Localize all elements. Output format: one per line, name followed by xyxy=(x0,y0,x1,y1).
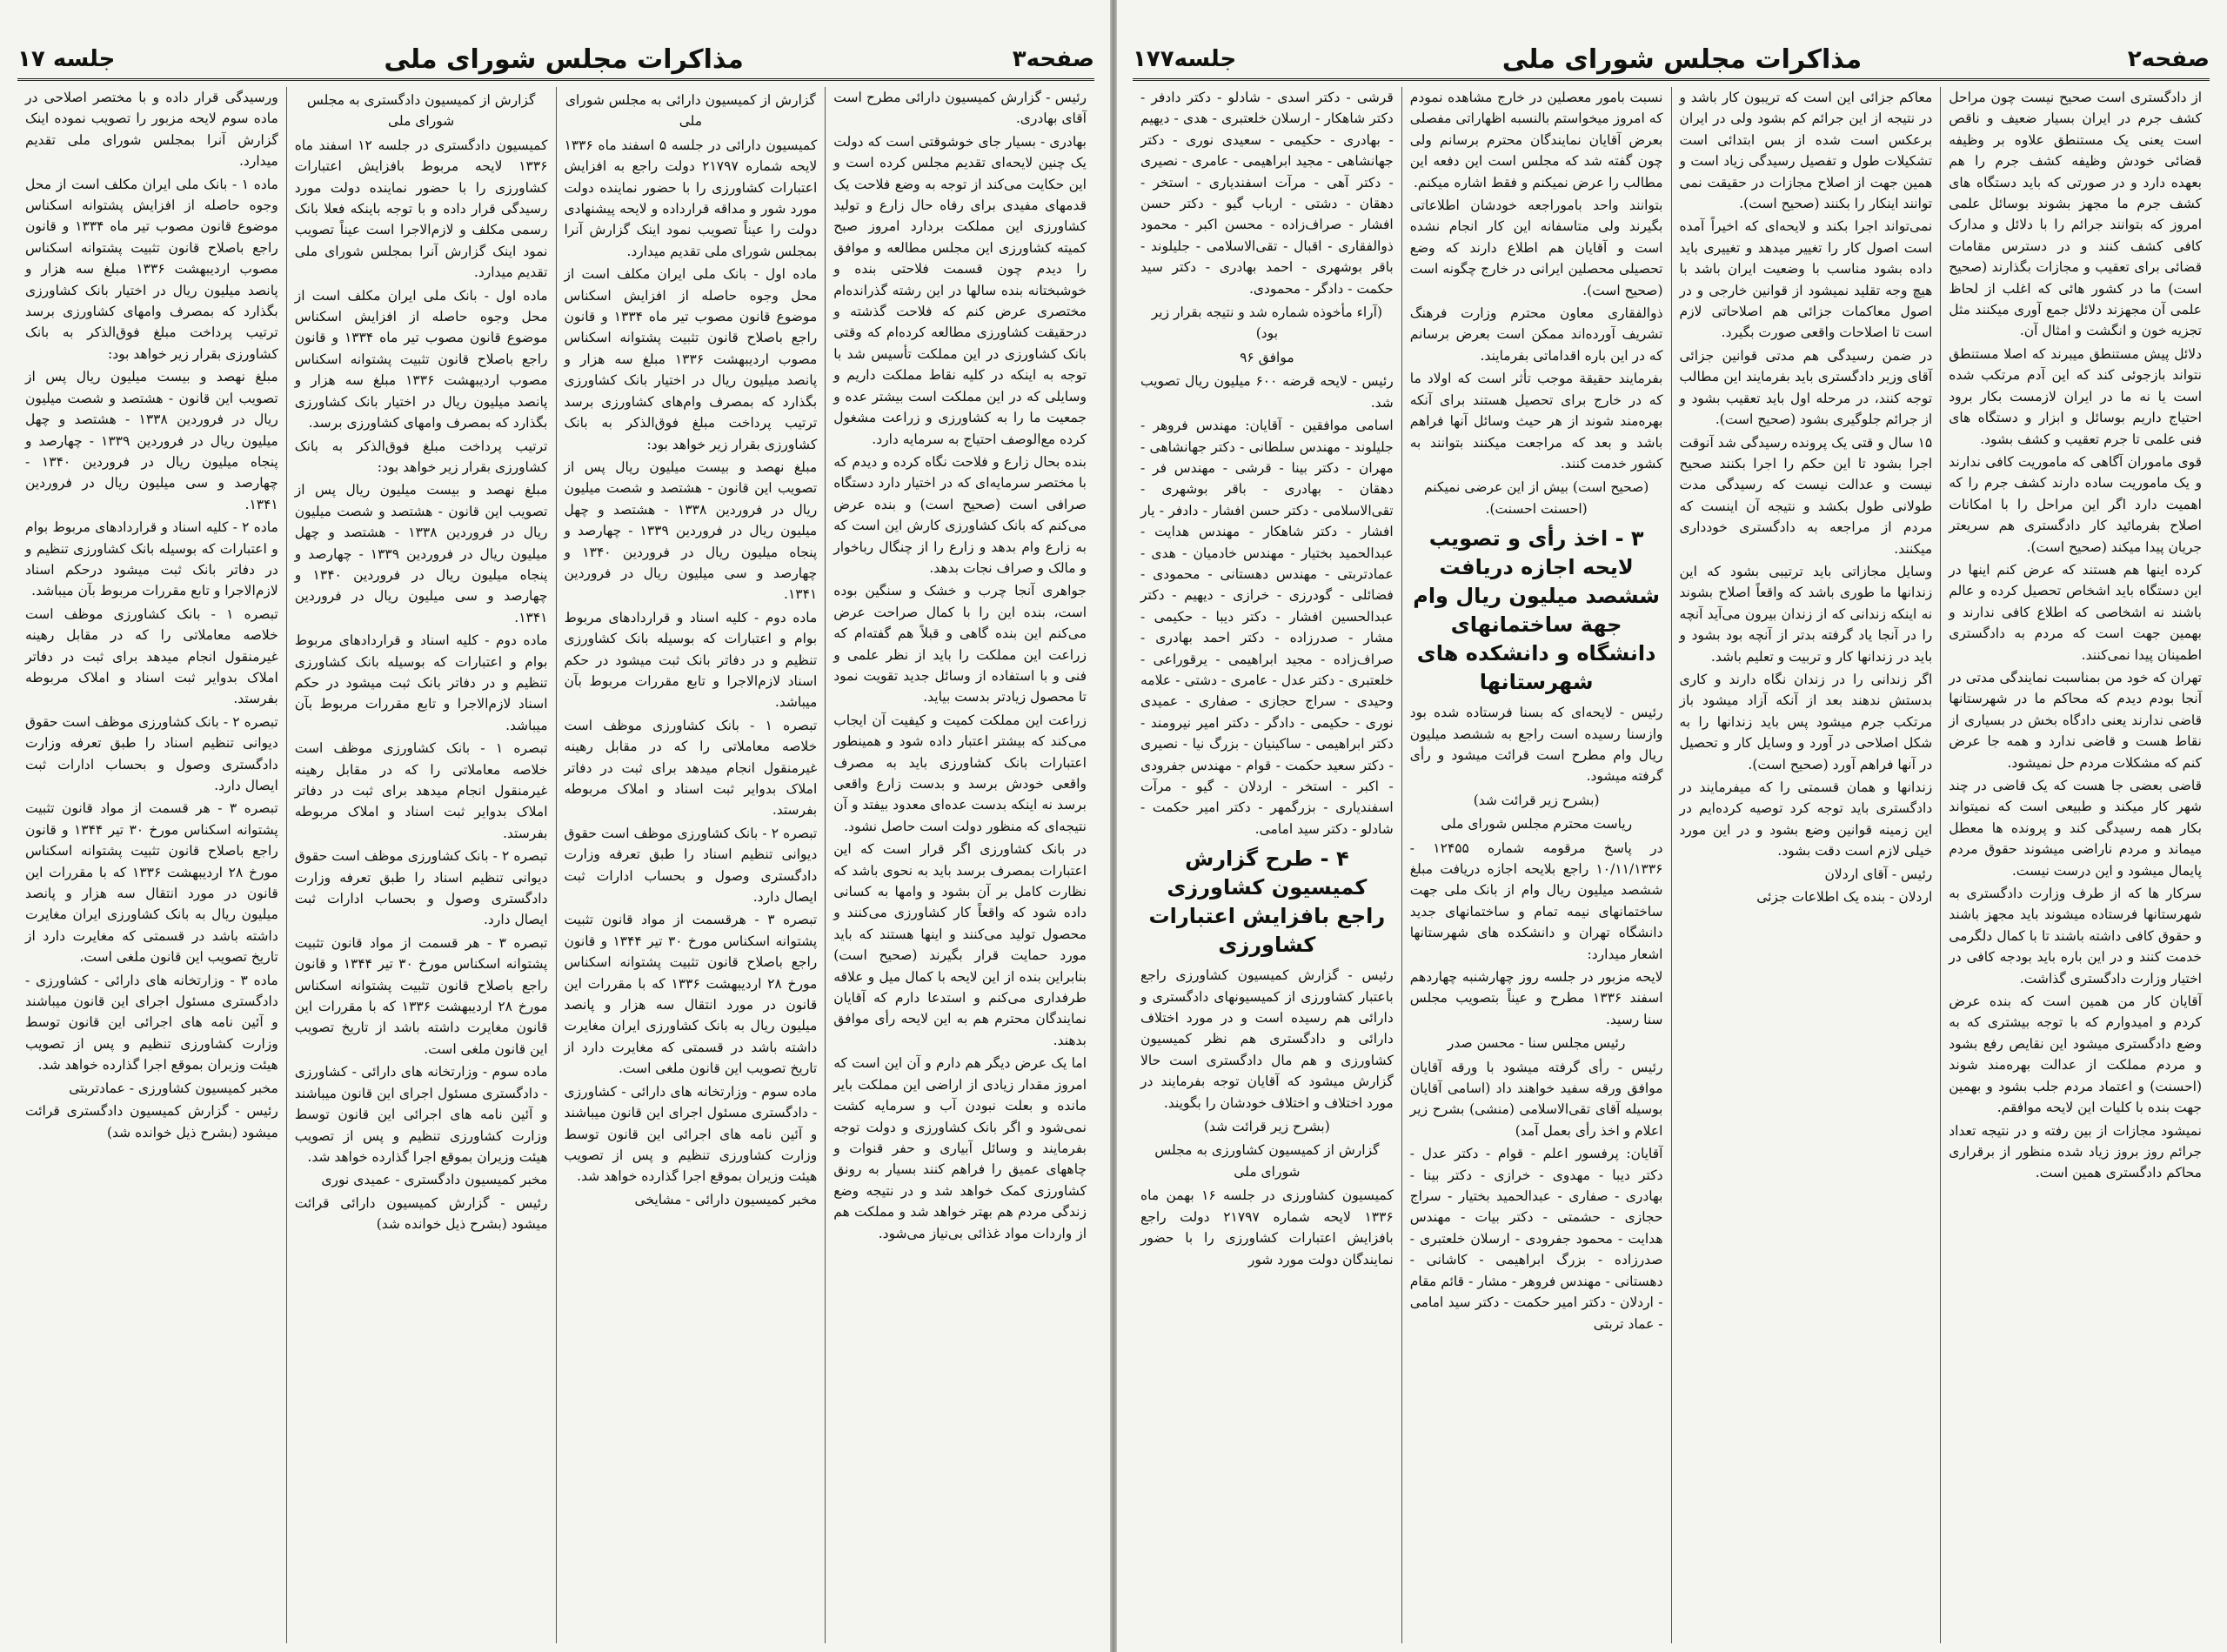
paragraph: معاکم جزائی این است که تریبون کار باشد و در نتیجه از این جرائم کم بشود ولی در ایران برعکس است شده از بس ابتدائی است تشکیلات طول و تفصیل رسیدگی زیاد است و همین جهت از اصلاح مجازات در حقیقت نمی توانند اینکار را بکنند (صحیح است). xyxy=(1679,90,1933,212)
paragraph: کمیسیون دادگستری در جلسه ۱۲ اسفند ماه ۱۳۳۶ لایحه مربوط بافزایش اعتبارات کشاورزی را با حضور نماینده دولت مورد رسیدگی قرار داده و با توجه باینکه فعلا بانک رسمی مکلف و لازم‌الاجرا است عیناً تصویب نمود اینک گزارش آنرا بمجلس شورای ملی تقدیم میدارد. xyxy=(294,137,548,281)
paragraph: در پاسخ مرقومه شماره ۱۲۴۵۵ - ۱۰/۱۱/۱۳۳۶ راجع بلایحه اجازه دریافت مبلغ ششصد میلیون ریال وام از بانک ملی جهت ساختمانهای نیمه تمام و ساختمانهای جدید دانشگاه تهران و دانشکده های شهرستانها اشعار میدارد: xyxy=(1409,839,1663,962)
text-column xyxy=(17,87,286,1643)
centered-note: گزارش از کمیسیون دارائی به مجلس شورای ملی xyxy=(565,92,816,130)
paragraph: تبصره ۲ - بانک کشاورزی موظف است حقوق دیوانی تنظیم اسناد را طبق تعرفه وزارت دادگستری وصول و بحساب ادارات ثبت ایصال دارد. xyxy=(564,825,818,906)
paragraph: رئیس - گزارش کمیسیون دادگستری قرائت میشود (بشرح ذیل خوانده شد) xyxy=(25,1103,278,1140)
paragraph: ۱۵ سال و قتی یک پرونده رسیدگی شد آنوقت اجرا بشود تا این حکم را اجرا بکنند صحیح نیست و عدالت نیست که رسیدگی مدت طولانی طول بکشد و نتیجه آن اینست که مردم از مراجعه به دادگستری خودداری میکنند. xyxy=(1679,434,1933,557)
paragraph: آقایان کار من همین است که بنده عرض کردم و امیدوارم که با توجه بیشتری که به وضع دادگستری میشود این نقایص رفع بشود و مردم مملکت از عدالت بهره‌مند شوند (احسنت) و اعتماد مردم جلب بشود و بهمین جهت بنده با کلیات این لایحه موافقم. xyxy=(1949,993,2202,1116)
left-page-header xyxy=(17,40,1094,81)
text-column xyxy=(556,87,826,1643)
paragraph: لایحه مزبور در جلسه روز چهارشنبه چهاردهم اسفند ۱۳۳۶ مطرح و عیناً بتصویب مجلس سنا رسید. xyxy=(1409,969,1663,1027)
paragraph: مبلغ نهصد و بیست میلیون ریال پس از تصویب این قانون - هشتصد و شصت میلیون ریال در فروردین ۱۳۳۸ - هشتصد و چهل میلیون ریال در فروردین ۱۳۳۹ - چهارصد و پنجاه میلیون ریال در فروردین ۱۳۴۰ و چهارصد و سی میلیون ریال در فروردین ۱۳۴۱. xyxy=(294,482,548,625)
centered-note: گزارش از کمیسیون دادگستری به مجلس شورای ملی xyxy=(306,92,536,130)
paragraph: تبصره ۱ - بانک کشاورزی موظف است خلاصه معاملاتی را که در مقابل رهینه غیرمنقول انجام میدهد برای ثبت در دفاتر املاک بدوایر ثبت اسناد و املاک مربوطه بفرستد. xyxy=(564,717,818,819)
paragraph: اردلان - بنده یک اطلاعات جزئی xyxy=(1756,889,1933,906)
paragraph: بفرمایند حقیقة موجب تأثر است که اولاد ما که در خارج برای تحصیل هستند برای آنکه بهره‌مند شوند از هر حیث وسائل آنها فراهم باشد و بعد که مراجعت میکنند بتوانند به کشور خدمت کنند. xyxy=(1409,371,1663,472)
paragraph: بتوانند واحد باموراجعه خودشان اطلاعاتی بگیرند ولی متاسفانه این کار انجام نشده است و آقایان هم اطلاع دارند که وضع تحصیلی محصلین ایرانی در خارج چگونه است (صحیح است). xyxy=(1409,197,1663,298)
paragraph: تبصره ۱ - بانک کشاورزی موظف است خلاصه معاملاتی را که در مقابل رهینه غیرمنقول انجام میدهد برای ثبت در دفاتر املاک بدوایر ثبت اسناد و املاک مربوطه بفرستد. xyxy=(294,740,548,841)
section-heading: ۴ - طرح گزارش کمیسیون کشاورزی راجع بافزایش اعتبارات کشاورزی xyxy=(1148,846,1386,958)
right-page-columns xyxy=(1133,87,2210,1643)
paragraph: تبصره ۲ - بانک کشاورزی موظف است حقوق دیوانی تنظیم اسناد را طبق تعرفه وزارت دادگستری وصول و بحساب ادارات ثبت ایصال دارد. xyxy=(25,713,278,793)
text-column xyxy=(286,87,556,1643)
right-page-header xyxy=(1133,40,2210,81)
paragraph: کرده اینها هم هستند که عرض کنم اینها در این دستگاه باید اشخاص تحصیل کرده و عالم باشند نه اشخاصی که اطلاع کافی ندارند و بهمین جهت است که مردم به دادگستری اطمینان پیدا نمی‌کنند. xyxy=(1949,561,2202,663)
text-column xyxy=(1133,87,1401,1643)
paragraph: رئیس - گزارش کمیسیون دارائی مطرح است آقای بهادری. xyxy=(833,90,1087,127)
paragraph: اسامی موافقین - آقایان: مهندس فروهر - جلیلوند - مهندس سلطانی - دکتر جهانشاهی - مهران - دکتر بینا - قرشی - مهندس فر - دهقان - بهادری - باقر بوشهری - تقی‌الاسلامی - دکتر حسن افشار - دادفر - یار افشار - دکتر شاهکار - مهندس هدایت - عبدالحمید بختیار - مهندس خادمیان - هدی - عمادتربتی - مهندس دهستانی - محمودی - فضائلی - گودرزی - خرازی - دیهیم - دکتر عبدالحسین افشار - دکتر دیبا - حکیمی - مشار - صدرزاده - دکتر احمد بهادری - صراف‌زاده - مجید ابراهیمی - یرقوراعی - خلعتبری - دکتر عدل - عامری - دشتی - علامه وحیدی - سراج حجازی - صفاری - عمیدی نوری - حکیمی - دادگر - دکتر امیر نیرومند - دکتر ابراهیمی - ساکینیان - بزرگ نیا - نصیری - دکتر سعید حکمت - قوام - مهندس جفرودی - اکبر - استخر - اردلان - گیو - مرآت اسفندیاری - بزرگمهر - دکتر امیر حکمت - شادلو - دکتر سید امامی. xyxy=(1140,418,1394,837)
paragraph: ماده اول - بانک ملی ایران مکلف است از محل وجوه حاصله از افزایش اسکناس موضوع قانون مصوب تیر ماه ۱۳۳۴ و قانون راجع باصلاح قانون تثبیت پشتوانه اسکناس مصوب اردیبهشت ۱۳۳۶ مبلغ سه هزار و پانصد میلیون ریال در اختیار بانک کشاورزی بگذارد که بمصرف وامهای کشاورزی برسد. xyxy=(294,287,548,431)
paragraph: جواهری آنجا چرب و خشک و سنگین بوده است، بنده این را با کمال صراحت عرض می‌کنم این بنده گاهی و قبلاً هم گفته‌ام که زراعت این مملکت را باید از نظر علمی و فنی و با استفاده از وسائل جدید تقویت نمود تا محصول زیادتر بدست بیاید. xyxy=(833,583,1087,706)
paragraph: ماده ۲ - کلیه اسناد و قراردادهای مربوط بوام و اعتبارات که بوسیله بانک کشاورزی تنظیم و در دفاتر بانک ثبت میشود درحکم اسناد لازم‌الاجرا و تابع مقررات مربوط بآن میباشد. xyxy=(25,519,278,599)
left-page-number: صفحه۳ xyxy=(1012,46,1094,72)
left-page-title: مذاکرات مجلس شورای ملی xyxy=(384,43,744,75)
paragraph: قوی ماموران آگاهی که ماموریت کافی ندارند و یک ماموریت ساده دارند کشف جرم را که اهمیت دارد اگر این مراحل را با امکانات اصلاح بفرمائید کار دادگستری هم سریعتر جریان پیدا میکند (صحیح است). xyxy=(1949,453,2202,555)
centered-note: (صحیح است) بیش از این عرضی نمیکنم (احسنت احسنت). xyxy=(1423,479,1649,517)
paragraph: مبلغ نهصد و بیست میلیون ریال پس از تصویب این قانون - هشتصد و شصت میلیون ریال در فروردین ۱۳۳۸ - هشتصد و چهل میلیون ریال در فروردین ۱۳۳۹ - چهارصد و پنجاه میلیون ریال در فروردین ۱۳۴۰ - چهارصد و سی میلیون ریال در فروردین ۱۳۴۱. xyxy=(25,369,278,512)
centered-note: (بشرح زیر قرائت شد) xyxy=(1203,1119,1330,1135)
paragraph: رئیس - گزارش کمیسیون دارائی قرائت میشود (بشرح ذیل خوانده شد) xyxy=(294,1194,548,1233)
centered-note: گزارش از کمیسیون کشاورزی به مجلس شورای ملی xyxy=(1154,1142,1380,1180)
paragraph: کمیسیون کشاورزی در جلسه ۱۶ بهمن ماه ۱۳۳۶ لایحه شماره ۲۱۷۹۷ دولت راجع بافزایش اعتبارات کشاورزی را با حضور نمایندگان دولت مورد شور xyxy=(1140,1187,1394,1267)
paragraph: از دادگستری است صحیح نیست چون مراحل کشف جرم در ایران بسیار ضعیف و ناقص است یعنی یک مستنطق علاوه بر وظیفه قضائی خودش وظیفه کشف جرم را هم بعهده دارد و در صورتی که باید دستگاه های کشف جرم ما مجهز بشوند بوسائل علمی امروز که بتوانند جرائم را با دلائل و مدارک کافی کشف کنند و در دسترس مقامات قضائی برای تعقیب و مجازات بگذارند (صحیح است) ما در کشور هائی که اغلب از لحاظ علمی آن مجهزند دلائل جمع آوری میکنند مثل تجزیه خون و انگشت و امثال آن. xyxy=(1949,90,2202,339)
paragraph: تبصره ۲ - بانک کشاورزی موظف است حقوق دیوانی تنظیم اسناد را طبق تعرفه وزارت دادگستری وصول و بحساب ادارات ثبت ایصال دارد. xyxy=(294,848,548,928)
paragraph: اگر زندانی را در زندان نگاه دارند و کاری بدستش ندهند بعد از آنکه آزاد میشود باز مرتکب جرم میشود پس باید زندانها را به شکل اصلاحی در آورد و وسایل کار و تحصیل در آنها فراهم آورد (صحیح است). xyxy=(1679,671,1933,772)
paragraph: زراعت این مملکت کمیت و کیفیت آن ایجاب می‌کند که بیشتر اعتبار داده شود و همینطور اعتبارات بانک کشاورزی باید به مصرف واقعی خودش برسد و بدست زارع واقعی برسد نه اینکه بدست عده‌ای معدود بیفتد و آن نتیجه‌ای که منظور دولت است حاصل نشود. xyxy=(833,712,1087,834)
paragraph: قاضی بعضی جا هست که یک قاضی در چند شهر کار میکند و طبیعی است که نمیتواند بکار همه رسیدگی کند و پرونده ها معطل میماند و مردم ناراضی میشوند حقوق مردم پایمال میشود و این درست نیست. xyxy=(1949,778,2202,879)
text-column xyxy=(1671,87,1941,1643)
paragraph: سرکار ها که از طرف وزارت دادگستری به شهرستانها فرستاده میشوند باید مجهز باشند و حقوق کافی داشته باشند تا با کمال دلگرمی خدمت کنند و در این باره باید بودجه کافی در اختیار وزارت دادگستری گذاشت. xyxy=(1949,886,2202,987)
paragraph: ذوالفقاری معاون محترم وزارت فرهنگ تشریف آورده‌اند ممکن است بعرض برسانم که در این باره اقداماتی بفرمایند. xyxy=(1409,305,1663,364)
paragraph: مخبر کمیسیون دادگستری - عمیدی نوری xyxy=(321,1172,548,1188)
section-heading: ۳ - اخذ رأی و تصویب لایحه اجازه دریافت ششصد میلیون ریال وام جهة ساختمانهای دانشگاه و دانشکده های شهرستانها xyxy=(1413,526,1661,695)
paragraph: قرشی - دکتر اسدی - شادلو - دکتر دادفر - دکتر شاهکار - ارسلان خلعتبری - هدی - دیهیم - بهادری - حکیمی - سعیدی نوری - دکتر جهانشاهی - مجید ابراهیمی - عامری - نصیری - دکتر آهی - مرآت اسفندیاری - استخر - دهقان - دشتی - ارباب گیو - دکتر حسن افشار - صراف‌زاده - محسن اکبر - محمود ذوالفقاری - اقبال - تقی‌الاسلامی - جلیلوند - باقر بوشهری - احمد بهادری - دکتر سید حکمت - دادگر - محمودی. xyxy=(1140,90,1394,297)
left-page-session: جلسه ۱۷ xyxy=(17,46,116,72)
left-page xyxy=(0,0,1110,1652)
paragraph: نمیشود مجازات از بین رفته و در نتیجه تعداد جرائم روز بروز زیاد شده منظور از برقراری محاکم دادگستری همین است. xyxy=(1949,1122,2202,1181)
paragraph: در ضمن رسیدگی هم مدتی قوانین جزائی آقای وزیر دادگستری باید بفرمایند این مطالب توجه کنند، در مرحله اول باید تعقیب بشود و از جرائم جلوگیری بشود (صحیح است). xyxy=(1679,347,1933,428)
paragraph: ماده سوم - وزارتخانه های دارائی - کشاورزی - دادگستری مسئول اجرای این قانون میباشند و آئین نامه های اجرائی این قانون توسط وزارت کشاورزی تنظیم و پس از تصویب هیئت وزیران بموقع اجرا گذارده خواهد شد. xyxy=(564,1083,818,1185)
paragraph: مبلغ نهصد و بیست میلیون ریال پس از تصویب این قانون - هشتصد و شصت میلیون ریال در فروردین ۱۳۳۸ - هشتصد و چهل میلیون ریال در فروردین ۱۳۳۹ - چهارصد و پنجاه میلیون ریال در فروردین ۱۳۴۰ و چهارصد و سی میلیون ریال در فروردین ۱۳۴۱. xyxy=(564,458,818,603)
paragraph: آقایان: پرفسور اعلم - قوام - دکتر عدل - دکتر دیبا - مهدوی - خرازی - دکتر بینا - بهادری - صفاری - عبدالحمید بختیار - سراج حجازی - حشمتی - دکتر بیات - مهندس هدایت - محمود جفرودی - ارسلان خلعتبری - صدرزاده - بزرگ ابراهیمی - کاشانی - دهستانی - مهندس فروهر - مشار - قائم مقام - اردلان - دکتر امیر حکمت - دکتر سید امامی - عماد تربتی xyxy=(1409,1146,1663,1332)
paragraph: رئیس - لایحه‌ای که بسنا فرستاده شده بود وازسنا رسیده است راجع به ششصد میلیون ریال وام مطرح است قرائت میشود و رأی گرفته میشود. xyxy=(1409,705,1663,785)
paragraph: بهادری - بسیار جای خوشوقتی است که دولت یک چنین لایحه‌ای تقدیم مجلس کرده است و این حکایت می‌کند از توجه به وضع فلاحت یک قدمهای مفیدی برای رفاه حال زارع و تولید کشاورزی این مملکت بردارد امروز صبح کمیته کشاورزی این مجلس مطالعه و موافق را دیدم چون قسمت فلاحتی بنده و خوشبختانه بنده سالها در این رشته گذرانده‌ام مختصری عرض کنم که فلاحت گذشته و درحقیقت کشاورزی مطالعه کرده‌ام که وقتی بانک کشاورزی در این مملکت تأسیس شد با توجه به اینکه در کلیه نقاط مملکت داریم و وسایلی که در این مملکت است بیشتر عده و جمعیت ما را به کشاورزی و زراعت مشغول کرده مع‌الوصف احتیاج به سرمایه دارد. xyxy=(833,133,1087,447)
paragraph: تبصره ۳ - هرقسمت از مواد قانون تثبیت پشتوانه اسکناس مورخ ۳۰ تیر ۱۳۴۴ و قانون راجع باصلاح قانون تثبیت پشتوانه اسکناس مورخ ۲۸ اردیبهشت ۱۳۳۶ که با مقررات این قانون در مورد انتقال سه هزار و پانصد میلیون ریال به بانک کشاورزی ایران مغایرت داشته باشد در قسمتی که مغایرت دارد از تاریخ تصویب این قانون ملغی است. xyxy=(564,912,818,1077)
centered-note: رئیس مجلس سنا - محسن صدر xyxy=(1447,1035,1626,1052)
paragraph: زندانها و همان قسمتی را که میفرمایند در دادگستری باید توجه کرد توصیه کرده‌ایم در این زمینه قوانین وضع بشود و در این مورد خیلی لازم است دقت بشود. xyxy=(1679,779,1933,859)
centered-note: (آراء مأخوذه شماره شد و نتیجه بقرار زیر بود) xyxy=(1151,304,1383,342)
paragraph: مخبر کمیسیون دارائی - مشایخی xyxy=(634,1191,818,1207)
centered-note: موافق ۹۶ xyxy=(1240,349,1294,365)
paragraph: ماده ۱ - بانک ملی ایران مکلف است از محل وجوه حاصله از افزایش پشتوانه اسکناس موضوع قانون مصوب تیر ماه ۱۳۳۴ و قانون راجع باصلاح قانون تثبیت پشتوانه اسکناس مصوب اردیبهشت ۱۳۳۶ مبلغ سه هزار و پانصد میلیون ریال در اختیار بانک کشاورزی بگذارد که بمصرف وامهای کشاورزی برسد ترتیب پرداخت مبلغ فوق‌الذکر به بانک کشاورزی بقرار زیر خواهد بود: xyxy=(25,176,278,362)
paragraph: ماده اول - بانک ملی ایران مکلف است از محل وجوه حاصله از افزایش اسکناس موضوع قانون مصوب تیر ماه ۱۳۳۴ و قانون راجع باصلاح قانون تثبیت پشتوانه اسکناس مصوب اردیبهشت ۱۳۳۶ مبلغ سه هزار و پانصد میلیون ریال در اختیار بانک کشاورزی بگذارد که بمصرف وام‌های کشاورزی برسد ترتیب پرداخت مبلغ فوق‌الذکر به بانک کشاورزی بقرار زیر خواهد بود: xyxy=(564,266,818,452)
paragraph: رئیس - لایحه قرضه ۶۰۰ میلیون ریال تصویب شد. xyxy=(1140,373,1394,411)
paragraph: دلائل پیش مستنطق میبرند که اصلا مستنطق نتواند بازجوئی کند که این آدم مرتکب شده است یا نه ما در ایران لازمست بکار برود احتیاج داریم بوسائل و ابزار و دستگاه های فنی علمی تا جرم تعقیب و کشف بشود. xyxy=(1949,345,2202,447)
centered-note: (بشرح زیر قرائت شد) xyxy=(1473,792,1600,808)
text-column xyxy=(1940,87,2210,1643)
paragraph: نسبت بامور معصلین در خارج مشاهده نمودم که امروز میخواستم بالنسبه اظهاراتی مفصلی بعرض آقایان نمایندگان محترم برسانم ولی چون گفته شد که مجلس است این دفعه این مطالب را عرض نمیکنم و فقط اشاره میکنم. xyxy=(1409,90,1663,191)
paragraph: رئیس - آقای اردلان xyxy=(1824,866,1933,882)
paragraph: ترتیب پرداخت مبلغ فوق‌الذکر به بانک کشاورزی بقرار زیر خواهد بود: xyxy=(294,438,548,475)
paragraph: ورسیدگی قرار داده و با مختصر اصلاحی در ماده سوم لایحه مزبور را تصویب نموده اینک گزارش آنرا بمجلس شورای ملی تقدیم میدارد. xyxy=(25,90,278,170)
paragraph: ماده ۳ - وزارتخانه های دارائی - کشاورزی - دادگستری مسئول اجرای این قانون میباشند و آئین نامه های اجرائی این قانون توسط وزارت کشاورزی تنظیم و پس از تصویب هیئت وزیران بموقع اجرا گذارده خواهد شد. xyxy=(25,972,278,1073)
paragraph: تهران که خود من بمناسبت نمایندگی مدتی در آنجا بودم دیدم که محاکم ما در شهرستانها قاضی ندارند یعنی دادگاه بخش در بسیاری از نقاط هست و قاضی ندارد و همه جا عرض کنم که مشکلات مردم حل نمیشود. xyxy=(1949,669,2202,771)
paragraph: ماده دوم - کلیه اسناد و قراردادهای مربوط بوام و اعتبارات که بوسیله بانک کشاورزی تنظیم و در دفاتر بانک ثبت میشود در حکم اسناد لازم‌الاجرا و تابع مقررات مربوط بآن میباشد. xyxy=(294,632,548,733)
paragraph: ماده دوم - کلیه اسناد و قراردادهای مربوط بوام و اعتبارات که بوسیله بانک کشاورزی تنظیم و در دفاتر بانک ثبت میشود در حکم اسناد لازم‌الاجرا و تابع مقررات مربوط بآن میباشد. xyxy=(564,609,818,711)
paragraph: بنده بحال زارع و فلاحت نگاه کرده و دیدم که با مختصر سرمایه‌ای که در اختیار دارد دستگاه صرافی است (صحیح است) و بنده عرض می‌کنم که بانک کشاورزی کارش این است که به زارع وام بدهد و زارع را از چنگال رباخوار و مالک و صراف نجات بدهد. xyxy=(833,453,1087,576)
book-gutter xyxy=(1110,0,1117,1652)
paragraph: در بانک کشاورزی اگر قرار است که این اعتبارات بمصرف برسد باید به نحوی باشد که نظارت کامل بر آن بشود و وامها به کسانی داده شود که واقعاً کار کشاورزی می‌کنند و محصول تولید می‌کنند و اینها هستند که باید مورد حمایت قرار بگیرند (صحیح است) بنابراین بنده از این لایحه با کمال میل و علاقه طرفداری می‌کنم و استدعا دارم که آقایان نمایندگان محترم هم به این لایحه رأی موافق بدهند. xyxy=(833,841,1087,1048)
right-page-number: صفحه۲ xyxy=(2127,46,2210,72)
paragraph: تبصره ۳ - هر قسمت از مواد قانون تثبیت پشتوانه اسکناس مورخ ۳۰ تیر ۱۳۴۴ و قانون راجع باصلاح قانون تثبیت پشتوانه اسکناس مورخ ۲۸ اردیبهشت ۱۳۳۶ که با مقررات این قانون در مورد انتقال سه هزار و پانصد میلیون ریال به بانک کشاورزی ایران مغایرت داشته باشد در قسمتی که مغایرت دارد از تاریخ تصویب این قانون ملغی است. xyxy=(25,800,278,966)
centered-note: ریاست محترم مجلس شورای ملی xyxy=(1441,816,1633,833)
paragraph: ماده سوم - وزارتخانه های دارائی - کشاورزی - دادگستری مسئول اجرای این قانون میباشند و آئین نامه های اجرائی این قانون توسط وزارت کشاورزی تنظیم و پس از تصویب هیئت وزیران بموقع اجرا گذارده خواهد شد. xyxy=(294,1064,548,1165)
text-column xyxy=(825,87,1094,1643)
paragraph: تبصره ۳ - هر قسمت از مواد قانون تثبیت پشتوانه اسکناس مورخ ۳۰ تیر ۱۳۴۴ و قانون راجع باصلاح قانون تثبیت پشتوانه اسکناس مورخ ۲۸ اردیبهشت ۱۳۳۶ که با مقررات این قانون مغایرت داشته باشد از تاریخ تصویب این قانون ملغی است. xyxy=(294,934,548,1057)
paragraph: رئیس - رأی گرفته میشود با ورقه آقایان موافق ورقه سفید خواهند داد (اسامی آقایان بوسیله آقای تقی‌الاسلامی (منشی) بشرح زیر اعلام و اخذ رأی بعمل آمد) xyxy=(1409,1059,1663,1139)
paragraph: وسایل مجازاتی باید ترتیبی بشود که این زندانها ما طوری باشد که واقعاً اصلاح بشوند نه اینکه زندانی که از زندان بیرون می‌آید آنچه را در آنجا یاد گرفته بدتر از آنچه بود بشود و باید در زندانها کار و تربیت و تعلیم باشد. xyxy=(1679,563,1933,665)
paragraph: کمیسیون دارائی در جلسه ۵ اسفند ماه ۱۳۳۶ لایحه شماره ۲۱۷۹۷ دولت راجع به افزایش اعتبارات کشاورزی را با حضور نماینده دولت مورد شور و مداقه قرارداده و لایحه پیشنهادی دولت را عیناً تصویب نمود اینک گزارش آنرا بمجلس شورای ملی تقدیم میدارد. xyxy=(564,137,818,259)
paragraph: تبصره ۱ - بانک کشاورزی موظف است خلاصه معاملاتی را که در مقابل رهینه غیرمنقول انجام میدهد برای ثبت در دفاتر املاک بدوایر ثبت اسناد و املاک مربوطه بفرستد. xyxy=(25,605,278,707)
left-page-columns xyxy=(17,87,1094,1643)
right-page-session: جلسه۱۷۷ xyxy=(1133,46,1237,72)
paragraph: نمی‌تواند اجرا بکند و لایحه‌ای که اخیراً آمده است اصول کار را تغییر میدهد و تغییری باید داده بشود مناسب با وضعیت ایران باشد با هیچ وجه تقلید نمیشود از قوانین خارجی و در اصول معاکمات جزائی هم اصلاحاتی لازم است تا اصلاحات واقعی صورت بگیرد. xyxy=(1679,218,1933,341)
paragraph: رئیس - گزارش کمیسیون کشاورزی راجع باعتبار کشاورزی از کمیسیونهای دادگستری و دارائی هم رسیده است و در مورد اختلاف دارائی و دادگستری هم نظر کمیسیون کشاورزی و هم مال دادگستری است حالا گزارش میشود که آقایان توجه بفرمایند در مورد اختلاف و اختلاف خودشان را بگویند. xyxy=(1140,967,1394,1111)
paragraph: مخبر کمیسیون کشاورزی - عمادتربتی xyxy=(69,1080,278,1096)
paragraph: اما یک عرض دیگر هم دارم و آن این است که امروز مقدار زیادی از اراضی این مملکت بایر مانده و بعلت نبودن آب و سرمایه کشت نمی‌شود و اگر بانک کشاورزی و دولت توجه بفرمایند و وسائل آبیاری و حفر قنوات و چاههای عمیق را فراهم کنند بسیار به رونق کشاورزی کمک خواهد شد و در نتیجه وضع زندگی مردم هم بهتر خواهد شد و مملکت هم از واردات مواد غذائی بی‌نیاز می‌شود. xyxy=(833,1055,1087,1241)
text-column xyxy=(1401,87,1671,1643)
right-page-title: مذاکرات مجلس شورای ملی xyxy=(1501,43,1863,75)
right-page xyxy=(1117,0,2227,1652)
